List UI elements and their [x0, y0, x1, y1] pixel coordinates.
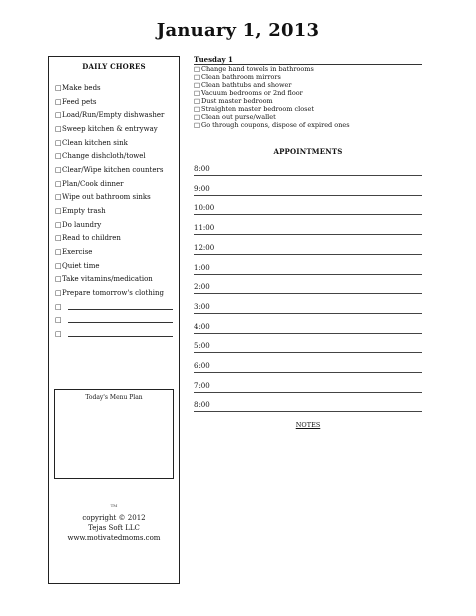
appointment-slot[interactable]: [194, 382, 422, 393]
chore-label: Do laundry: [62, 220, 102, 229]
blank-chore-line[interactable]: [68, 336, 173, 337]
checkbox-icon[interactable]: □: [194, 81, 201, 89]
task-label: Dust master bedroom: [201, 97, 273, 105]
appointment-time: 5:00: [194, 342, 210, 351]
appointment-slot[interactable]: [194, 362, 422, 373]
appointment-time: 7:00: [194, 381, 210, 390]
page-title: January 1, 2013: [156, 20, 320, 41]
day-heading: Tuesday 1: [194, 55, 233, 64]
chore-item[interactable]: [55, 314, 177, 326]
chore-item[interactable]: [55, 96, 177, 108]
checkbox-icon[interactable]: □: [194, 97, 201, 105]
chore-label: Clean kitchen sink: [62, 138, 128, 147]
website-text: www.motivatedmoms.com: [67, 534, 161, 542]
chore-item[interactable]: [55, 109, 177, 121]
appointment-slot[interactable]: [194, 283, 422, 294]
appointment-time: 8:00: [194, 401, 210, 410]
chore-item[interactable]: [55, 219, 177, 231]
appointment-time: 10:00: [194, 204, 215, 213]
appointment-time: 12:00: [194, 243, 215, 252]
checkbox-icon[interactable]: □: [194, 105, 201, 113]
appointment-time: 11:00: [194, 224, 215, 233]
chore-item[interactable]: [55, 287, 177, 299]
appointment-slot[interactable]: [194, 264, 422, 275]
appointment-slot[interactable]: [194, 342, 422, 353]
appointment-time: 3:00: [194, 302, 210, 311]
appointment-time: 9:00: [194, 184, 210, 193]
task-item[interactable]: [194, 89, 422, 97]
checkbox-icon[interactable]: □: [194, 73, 201, 81]
chore-label: Sweep kitchen & entryway: [62, 125, 158, 133]
chore-label: Exercise: [62, 248, 93, 257]
checkbox-icon[interactable]: □: [55, 316, 62, 325]
chore-item[interactable]: [55, 301, 177, 313]
task-item[interactable]: [194, 105, 422, 113]
task-label: Vacuum bedrooms or 2nd floor: [201, 89, 303, 97]
checkbox-icon[interactable]: □: [55, 125, 62, 133]
chore-item[interactable]: [55, 232, 177, 244]
chore-label: Change dishcloth/towel: [62, 152, 146, 161]
chore-item[interactable]: [55, 82, 177, 94]
task-label: Clean out purse/wallet: [201, 113, 276, 121]
checkbox-icon[interactable]: □: [55, 330, 62, 339]
checkbox-icon[interactable]: □: [55, 289, 62, 298]
checkbox-icon[interactable]: □: [55, 207, 62, 216]
chore-label: Empty trash: [62, 207, 106, 216]
checkbox-icon[interactable]: □: [55, 234, 62, 243]
task-item[interactable]: [194, 113, 422, 121]
chore-item[interactable]: [55, 137, 177, 149]
menu-plan-label: Today's Menu Plan: [85, 394, 143, 401]
checkbox-icon[interactable]: □: [55, 220, 62, 229]
appointment-slot[interactable]: [194, 224, 422, 235]
chore-label: Plan/Cook dinner: [62, 179, 124, 188]
checkbox-icon[interactable]: □: [55, 302, 62, 311]
trademark-mark: TM: [110, 503, 118, 508]
checkbox-icon[interactable]: □: [194, 89, 201, 97]
appointment-slot[interactable]: [194, 323, 422, 334]
appointment-time: 6:00: [194, 362, 210, 370]
copyright-text: copyright © 2012: [82, 514, 146, 522]
chore-label: Clear/Wipe kitchen counters: [62, 166, 164, 175]
checkbox-icon[interactable]: □: [55, 193, 62, 202]
checkbox-icon[interactable]: □: [55, 111, 62, 120]
chore-item[interactable]: [55, 123, 177, 135]
chore-label: Prepare tomorrow's clothing: [62, 289, 165, 298]
task-label: Change hand towels in bathrooms: [201, 65, 314, 73]
chore-item[interactable]: [55, 328, 177, 340]
chore-label: Read to children: [62, 234, 121, 243]
appointment-slot[interactable]: [194, 165, 422, 176]
task-label: Clean bathtubs and shower: [201, 81, 292, 89]
company-name: Tejas Soft LLC: [88, 524, 140, 532]
chore-item[interactable]: [55, 164, 177, 176]
menu-plan-box[interactable]: [54, 389, 174, 479]
appointment-slot[interactable]: [194, 244, 422, 255]
appointment-time: 4:00: [194, 322, 210, 331]
chore-label: Load/Run/Empty dishwasher: [62, 111, 165, 120]
blank-chore-line[interactable]: [68, 309, 173, 310]
task-label: Go through coupons, dispose of expired ones: [201, 121, 350, 129]
chore-item[interactable]: [55, 260, 177, 272]
task-item[interactable]: [194, 65, 422, 73]
chore-item[interactable]: [55, 150, 177, 162]
task-item[interactable]: [194, 81, 422, 89]
appointment-slot[interactable]: [194, 204, 422, 215]
checkbox-icon[interactable]: □: [55, 179, 62, 188]
checkbox-icon[interactable]: □: [55, 84, 62, 92]
daily-chores-heading: DAILY CHORES: [82, 62, 146, 71]
task-item[interactable]: [194, 73, 422, 81]
chore-item[interactable]: [55, 178, 177, 190]
checkbox-icon[interactable]: □: [194, 121, 201, 129]
chore-label: Make beds: [62, 84, 101, 92]
task-label: Straighten master bedroom closet: [201, 105, 314, 113]
chore-item[interactable]: [55, 273, 177, 285]
chore-label: Feed pets: [62, 97, 97, 106]
chore-label: Quiet time: [62, 261, 100, 270]
appointment-slot[interactable]: [194, 185, 422, 196]
daily-chores-panel: [48, 56, 180, 584]
appointments-heading: APPOINTMENTS: [273, 147, 343, 156]
appointment-time: 8:00: [194, 165, 210, 173]
task-label: Clean bathroom mirrors: [201, 73, 281, 81]
checkbox-icon[interactable]: □: [194, 113, 201, 121]
chore-label: Wipe out bathroom sinks: [62, 193, 151, 202]
chore-item[interactable]: [55, 246, 177, 258]
checkbox-icon[interactable]: □: [55, 248, 62, 257]
task-item[interactable]: [194, 121, 422, 129]
task-item[interactable]: [194, 97, 422, 105]
appointment-time: 2:00: [194, 283, 210, 292]
checkbox-icon[interactable]: □: [55, 261, 62, 270]
chore-item[interactable]: [55, 191, 177, 203]
checkbox-icon[interactable]: □: [55, 138, 62, 147]
appointment-slot[interactable]: [194, 401, 422, 412]
appointment-time: 1:00: [194, 263, 210, 272]
chore-item[interactable]: [55, 205, 177, 217]
checkbox-icon[interactable]: □: [55, 275, 62, 284]
checkbox-icon[interactable]: □: [55, 97, 62, 106]
checkbox-icon[interactable]: □: [55, 152, 62, 161]
checkbox-icon[interactable]: □: [194, 65, 201, 73]
appointment-slot[interactable]: [194, 303, 422, 314]
blank-chore-line[interactable]: [68, 322, 173, 323]
chore-label: Take vitamins/medication: [62, 275, 153, 284]
notes-heading: NOTES: [295, 421, 321, 429]
checkbox-icon[interactable]: □: [55, 166, 62, 175]
